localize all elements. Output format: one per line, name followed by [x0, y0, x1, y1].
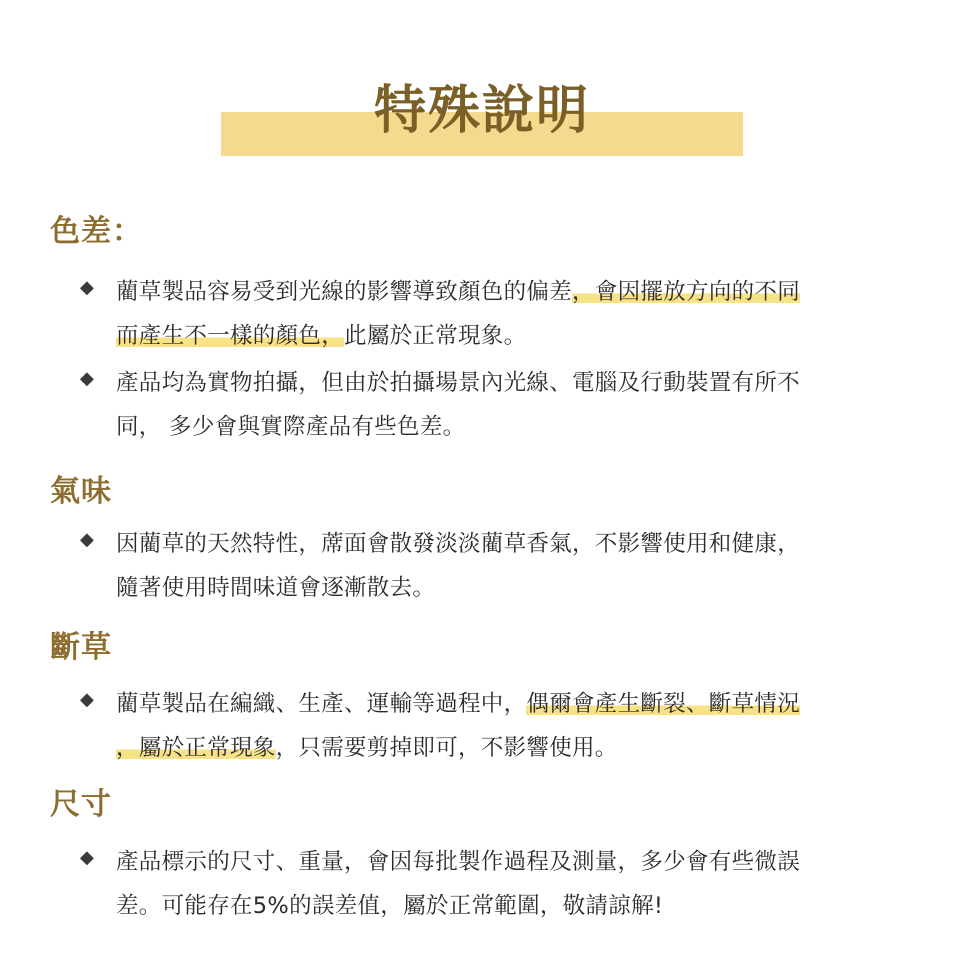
text-segment: 此屬於正常現象。 — [344, 323, 527, 349]
section-heading-color-difference: 色差： — [50, 214, 143, 249]
text-segment: 藺草製品在編織、生產、運輸等過程中， — [116, 691, 527, 717]
bullet-text — [116, 840, 906, 928]
diamond-bullet-icon: ◆ — [80, 847, 94, 868]
text-line: 差。可能存在5%的誤差值，屬於正常範圍，敬請諒解! — [116, 893, 664, 919]
highlighted-text: 而產生不一樣的顏色， — [116, 323, 345, 349]
section-heading-size: 尺寸 — [50, 787, 112, 822]
text-line: 因藺草的天然特性，蓆面會散發淡淡藺草香氣，不影響使用和健康， — [116, 531, 801, 557]
section-heading-smell: 氣味 — [50, 474, 112, 509]
page-title: 特殊說明 — [373, 80, 590, 141]
bullet-text — [116, 522, 906, 610]
bullet-text — [116, 270, 906, 358]
text-segment: 藺草製品容易受到光線的影響導致顏色的偏差 — [116, 279, 573, 305]
highlighted-text: ，屬於正常現象 — [116, 735, 276, 761]
title-block — [221, 74, 743, 160]
diamond-bullet-icon: ◆ — [80, 689, 94, 710]
bullet-text — [116, 361, 906, 449]
text-line: 產品均為實物拍攝，但由於拍攝場景內光線、電腦及行動裝置有所不 — [116, 370, 801, 396]
section-heading-broken-grass: 斷草 — [50, 630, 112, 665]
text-segment: ，只需要剪掉即可，不影響使用。 — [275, 735, 618, 761]
bullet-text — [116, 682, 906, 770]
diamond-bullet-icon: ◆ — [80, 277, 94, 298]
text-line: 隨著使用時間味道會逐漸散去。 — [116, 575, 436, 601]
highlighted-text: 偶爾會產生斷裂、斷草情況 — [526, 691, 801, 717]
diamond-bullet-icon: ◆ — [80, 529, 94, 550]
text-line: 同， 多少會與實際產品有些色差。 — [116, 414, 466, 440]
text-line: 產品標示的尺寸、重量，會因每批製作過程及測量，多少會有些微誤 — [116, 849, 801, 875]
highlighted-text: ，會因擺放方向的不同 — [572, 279, 801, 305]
diamond-bullet-icon: ◆ — [80, 368, 94, 389]
